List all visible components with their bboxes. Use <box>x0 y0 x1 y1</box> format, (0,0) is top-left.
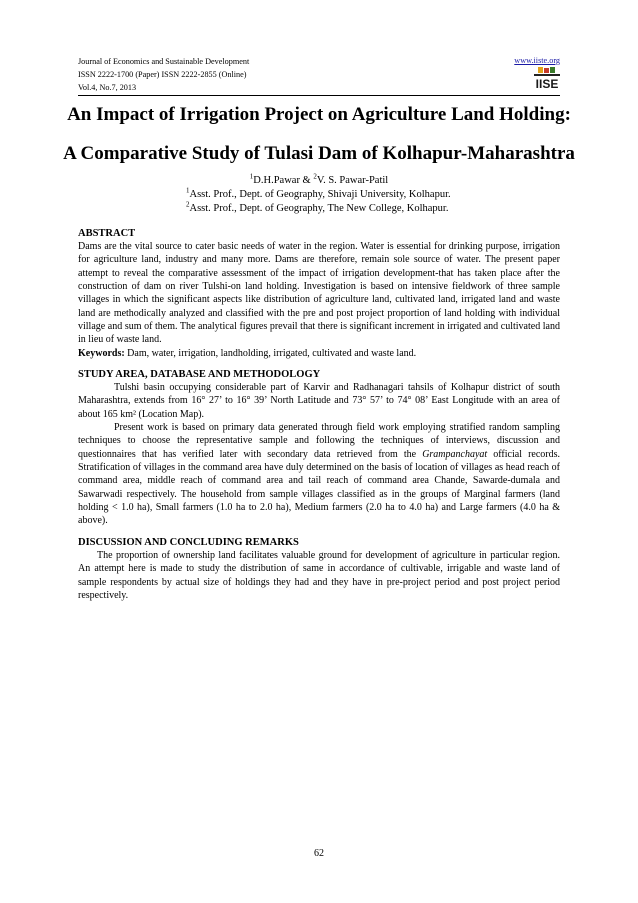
journal-name: Journal of Economics and Sustainable Development <box>78 57 250 66</box>
author1-name: D.H.Pawar & <box>253 175 314 186</box>
page-number: 62 <box>314 848 324 859</box>
author-line <box>0 174 638 188</box>
study-area-paragraph-1 <box>78 381 560 421</box>
issn-line: ISSN 2222-1700 (Paper) ISSN 2222-2855 (Online) <box>78 70 247 79</box>
discussion-heading: DISCUSSION AND CONCLUDING REMARKS <box>78 537 299 548</box>
author1-sup: 1 <box>249 172 254 181</box>
volume-line: Vol.4, No.7, 2013 <box>78 83 137 92</box>
study-area-heading: STUDY AREA, DATABASE AND METHODOLOGY <box>78 369 321 380</box>
affiliation-1 <box>186 188 451 202</box>
abstract-text <box>78 240 560 360</box>
abstract-heading: ABSTRACT <box>78 228 136 239</box>
affiliation-1-text: Asst. Prof., Dept. of Geography, Shivaji University, Kolhapur. <box>189 189 451 200</box>
abstract-body: Dams are the vital source to cater basic needs of water in the region. Water is essential for drinking purpose, irrigation for agriculture land, industry and many more. Dams are therefore, remain sole source of water. The present paper attempt to reveal the comparative assessment of the impact of irrigation development-that has taken place after the construction of dam on river Tulshi-on land holding. Investigation is based on intensive fieldwork of three sample villages in which the significant aspects like distribution of agriculture land, cultivated land, irrigated land and waste land are methodically analyzed and classified with the pre and post project proportion of land holding with individual village and sum of them. The analytical figures prevail that there is significant increment in irrigated and cultivated land in lieu of waste land. <box>78 241 560 346</box>
iiste-logo <box>516 67 560 89</box>
study-area-p2-text-b: official records. Stratification of villages in the command area have duly determined on the basis of location of villages as head reach of command area, middle reach of command area and tail reach of command area Chande, Sawarde-dumala and Sawarwadi respectively. The household from sample villages classified as in the groups of Marginal farmers (land holding < 1.0 ha), Small farmers (1.0 ha to 2.0 ha), Medium farmers (2.0 ha to 4.0 ha) and Large farmers (4.0 ha & above). <box>78 448 561 527</box>
affiliation-1-sup: 1 <box>186 186 190 195</box>
affiliation-2-sup: 2 <box>186 200 190 209</box>
svg-text:IISE: IISE <box>535 77 559 89</box>
discussion-p1-text: The proportion of ownership land facilitates valuable ground for development of agriculture in particular region. An attempt here is made to study the distribution of same in accordance of cultivable, irrigable and waste land of sample respondents by actual size of holdings they had and they have in pre-project period and post project period respectively. <box>78 550 560 602</box>
study-area-paragraph-2 <box>78 421 560 528</box>
paper-title: An Impact of Irrigation Project on Agriculture Land Holding: A Comparative Study of Tulasi Dam of Kolhapur-Maharashtra <box>63 104 575 164</box>
author2-name: V. S. Pawar-Patil <box>316 175 389 186</box>
affiliation-2-text: Asst. Prof., Dept. of Geography, The New College, Kolhapur. <box>189 203 449 214</box>
affiliation-2 <box>186 202 448 216</box>
author2-sup: 2 <box>313 172 317 181</box>
discussion-paragraph-1 <box>78 549 560 602</box>
grampanchayat-term: Grampanchayat <box>422 448 488 460</box>
keywords-label: Keywords: <box>78 347 125 359</box>
study-area-p2-text-a: Present work is based on primary data generated through field work employing stratified random sampling techniques to choose the representative sample and following the techniques of interviews, discussion and questionnaires that has verified later with secondary data retrieved from the <box>78 422 560 460</box>
study-area-p1-text: Tulshi basin occupying considerable part of Karvir and Radhanagari tahsils of Kolhapur district of south Maharashtra, extends from 16° 27’ to 16° 39’ North Latitude and 73° 57’ to 74° 08’ East Longitude with an area of about 165 km² (Location Map). <box>78 382 560 420</box>
journal-url-link[interactable]: www.iiste.org <box>514 56 560 65</box>
keywords-text: Dam, water, irrigation, landholding, irrigated, cultivated and waste land. <box>124 347 417 359</box>
